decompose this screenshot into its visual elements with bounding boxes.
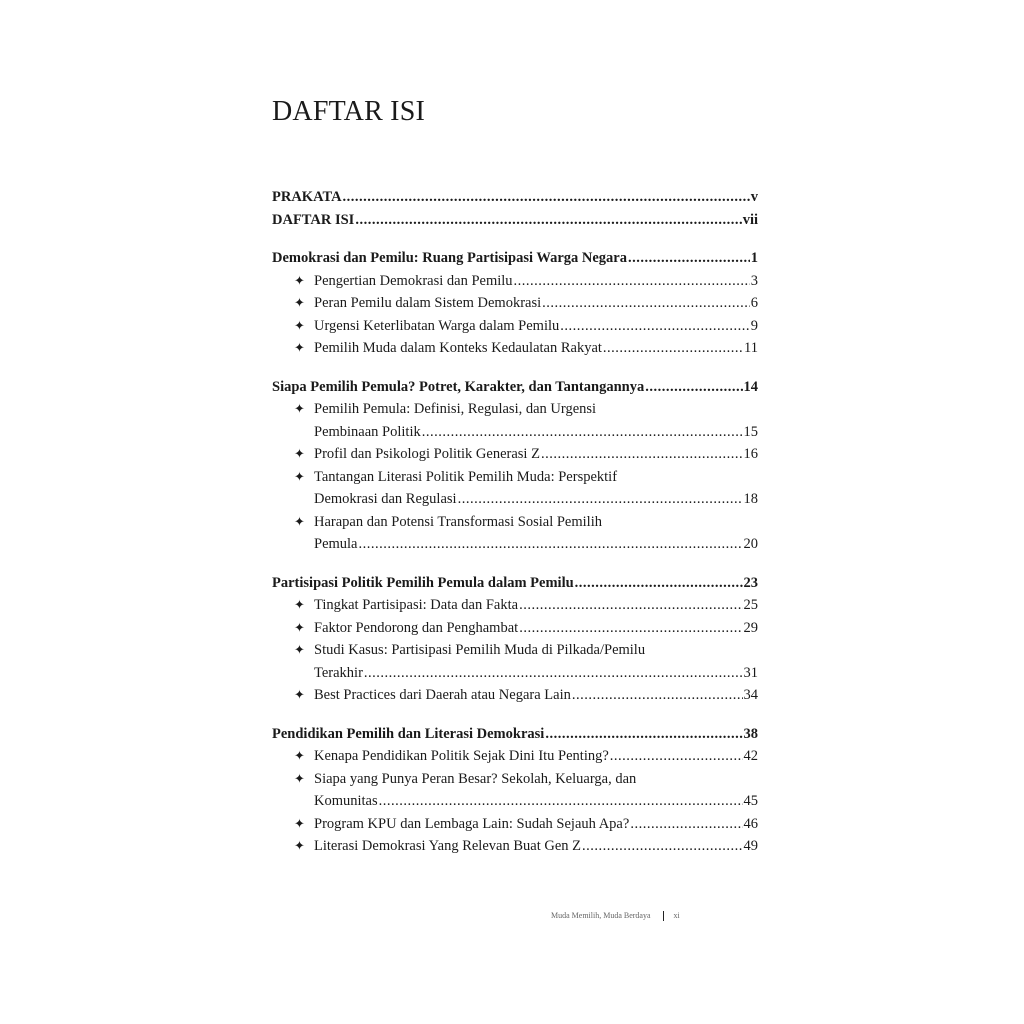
toc-entry-line <box>314 488 758 511</box>
dot-leader <box>514 270 750 293</box>
bullet-star-icon: ✦ <box>294 770 305 786</box>
toc-entry-label: DAFTAR ISI <box>272 211 355 228</box>
toc-entry-label: Best Practices dari Daerah atau Negara Lain <box>314 687 571 703</box>
toc-subsection-entry[interactable] <box>272 617 758 640</box>
toc-subsection-entry[interactable] <box>272 398 758 443</box>
bullet-star-icon: ✦ <box>294 295 305 310</box>
toc-entry-line <box>314 745 758 768</box>
dot-leader <box>630 813 742 836</box>
toc-page-number: 31 <box>743 664 758 681</box>
toc-entry-label: Terakhir <box>314 664 363 681</box>
toc-entry-line: Tantangan Literasi Politik Pemilih Muda: Perspektif <box>314 468 618 485</box>
bullet-star-icon: ✦ <box>294 687 305 702</box>
toc-chapter-title: Demokrasi dan Pemilu: Ruang Partisipasi Warga Negara <box>272 250 627 266</box>
dot-leader <box>575 572 743 595</box>
toc-entry-label: PRAKATA <box>272 189 342 205</box>
toc-subsection-entry[interactable] <box>272 813 758 836</box>
toc-page-number: 11 <box>744 340 758 356</box>
toc-page-number: 25 <box>743 597 758 613</box>
toc-entry-label: Pengertian Demokrasi dan Pemilu <box>314 272 513 289</box>
bullet-star-icon: ✦ <box>294 272 305 288</box>
dot-leader <box>379 790 743 813</box>
toc-page-number: 42 <box>743 748 758 764</box>
toc-page-number: 3 <box>750 272 758 289</box>
toc-subsection-entry[interactable] <box>272 639 758 684</box>
dot-leader <box>603 337 743 360</box>
dot-leader <box>519 617 742 640</box>
toc-page-number: 16 <box>743 446 758 462</box>
toc-entry-line: Siapa yang Punya Peran Besar? Sekolah, Keluarga, dan <box>314 770 637 787</box>
bullet-star-icon: ✦ <box>294 468 305 484</box>
dot-leader <box>542 292 750 315</box>
dot-leader <box>519 594 742 617</box>
toc-entry-line <box>314 835 758 858</box>
toc-entry-label: Pemilih Muda dalam Konteks Kedaulatan Rakyat <box>314 340 602 356</box>
toc-entry-line: Studi Kasus: Partisipasi Pemilih Muda di Pilkada/Pemilu <box>314 642 646 658</box>
running-footer <box>551 911 680 921</box>
footer-divider <box>663 911 664 921</box>
bullet-star-icon: ✦ <box>294 401 305 416</box>
table-of-contents <box>272 186 758 858</box>
toc-chapter-entry[interactable] <box>272 376 758 399</box>
toc-entry-label: Profil dan Psikologi Politik Generasi Z <box>314 446 540 462</box>
section-gap <box>272 360 758 376</box>
toc-chapter-entry[interactable] <box>272 247 758 270</box>
toc-page-number: v <box>750 189 758 205</box>
toc-entry-label: Komunitas <box>314 793 378 809</box>
toc-page-number: 9 <box>750 317 758 334</box>
toc-entry-line <box>314 594 758 617</box>
bullet-star-icon: ✦ <box>294 446 305 461</box>
toc-entry-label: Peran Pemilu dalam Sistem Demokrasi <box>314 295 542 311</box>
dot-leader <box>355 209 741 232</box>
toc-entry-label: Demokrasi dan Regulasi <box>314 491 457 507</box>
toc-subsection-entry[interactable] <box>272 270 758 293</box>
toc-subsection-entry[interactable] <box>272 594 758 617</box>
toc-subsection-entry[interactable] <box>272 292 758 315</box>
toc-entry-line <box>314 270 758 293</box>
toc-front-entry[interactable] <box>272 209 758 232</box>
toc-entry-line <box>314 443 758 466</box>
bullet-star-icon: ✦ <box>294 513 305 529</box>
section-gap <box>272 231 758 247</box>
dot-leader <box>610 745 743 768</box>
dot-leader <box>545 723 742 746</box>
toc-entry-label: Kenapa Pendidikan Politik Sejak Dini Itu Penting? <box>314 748 609 764</box>
bullet-star-icon: ✦ <box>294 340 305 355</box>
toc-subsection-entry[interactable] <box>272 466 758 511</box>
dot-leader <box>458 488 743 511</box>
toc-page-number: 20 <box>743 536 758 552</box>
footer-page-number: xi <box>673 911 680 920</box>
toc-chapter-title: Siapa Pemilih Pemula? Potret, Karakter, dan Tantangannya <box>272 378 645 395</box>
toc-entry-line <box>314 684 758 707</box>
toc-entry-line <box>314 617 758 640</box>
toc-page-number: 46 <box>743 815 758 832</box>
section-gap <box>272 707 758 723</box>
bullet-star-icon: ✦ <box>294 642 305 657</box>
bullet-star-icon: ✦ <box>294 748 305 763</box>
running-title: Muda Memilih, Muda Berdaya <box>551 911 651 920</box>
toc-chapter-entry[interactable] <box>272 572 758 595</box>
toc-subsection-entry[interactable] <box>272 443 758 466</box>
toc-entry-label: Literasi Demokrasi Yang Relevan Buat Gen Z <box>314 838 581 854</box>
toc-page-number: 1 <box>750 250 758 266</box>
toc-entry-label: Urgensi Keterlibatan Warga dalam Pemilu <box>314 317 560 334</box>
toc-page-number: 49 <box>743 838 758 854</box>
toc-entry-line: Harapan dan Potensi Transformasi Sosial Pemilih <box>314 513 602 530</box>
toc-subsection-entry[interactable] <box>272 511 758 556</box>
toc-front-entry[interactable] <box>272 186 758 209</box>
toc-entry-label: Faktor Pendorong dan Penghambat <box>314 619 519 636</box>
toc-entry-label: Pembinaan Politik <box>314 423 421 440</box>
dot-leader <box>541 443 743 466</box>
bullet-star-icon: ✦ <box>294 597 305 612</box>
toc-page-number: 34 <box>743 687 758 703</box>
toc-page-number: 15 <box>743 423 758 440</box>
dot-leader <box>422 421 743 444</box>
dot-leader <box>560 315 749 338</box>
toc-page-number: 29 <box>743 619 758 636</box>
toc-subsection-entry[interactable] <box>272 768 758 813</box>
toc-entry-line <box>314 315 758 338</box>
toc-entry-label: Tingkat Partisipasi: Data dan Fakta <box>314 597 519 613</box>
toc-entry-line <box>314 813 758 836</box>
toc-page-number: 14 <box>743 378 758 395</box>
toc-entry-line <box>314 337 758 360</box>
toc-subsection-entry[interactable] <box>272 315 758 338</box>
toc-entry-line <box>314 790 758 813</box>
toc-entry-line <box>314 533 758 556</box>
toc-chapter-title: Pendidikan Pemilih dan Literasi Demokrasi <box>272 725 545 742</box>
toc-entry-line <box>314 662 758 685</box>
bullet-star-icon: ✦ <box>294 838 305 853</box>
page-title: DAFTAR ISI <box>272 96 425 127</box>
toc-chapter-entry[interactable] <box>272 723 758 746</box>
dot-leader <box>628 247 750 270</box>
section-gap <box>272 556 758 572</box>
toc-entry-label: Program KPU dan Lembaga Lain: Sudah Sejauh Apa? <box>314 815 630 832</box>
toc-subsection-entry[interactable] <box>272 835 758 858</box>
toc-page-number: 38 <box>743 725 758 742</box>
toc-page-number: 6 <box>750 295 758 311</box>
dot-leader <box>364 662 743 685</box>
dot-leader <box>343 186 750 209</box>
dot-leader <box>572 684 743 707</box>
toc-page-number: 18 <box>743 491 758 507</box>
bullet-star-icon: ✦ <box>294 619 305 635</box>
toc-page-number: 45 <box>743 793 758 809</box>
toc-entry-line <box>314 292 758 315</box>
toc-subsection-entry[interactable] <box>272 337 758 360</box>
toc-subsection-entry[interactable] <box>272 684 758 707</box>
toc-entry-label: Pemula <box>314 536 358 552</box>
toc-entry-line: Pemilih Pemula: Definisi, Regulasi, dan Urgensi <box>314 401 597 417</box>
toc-subsection-entry[interactable] <box>272 745 758 768</box>
toc-entry-line <box>314 421 758 444</box>
chapter-list <box>272 231 758 858</box>
dot-leader <box>582 835 743 858</box>
bullet-star-icon: ✦ <box>294 317 305 333</box>
dot-leader <box>359 533 743 556</box>
toc-page-number: 23 <box>743 574 758 591</box>
dot-leader <box>645 376 742 399</box>
bullet-star-icon: ✦ <box>294 815 305 831</box>
toc-page-number: vii <box>742 211 758 228</box>
toc-chapter-title: Partisipasi Politik Pemilih Pemula dalam Pemilu <box>272 574 574 591</box>
